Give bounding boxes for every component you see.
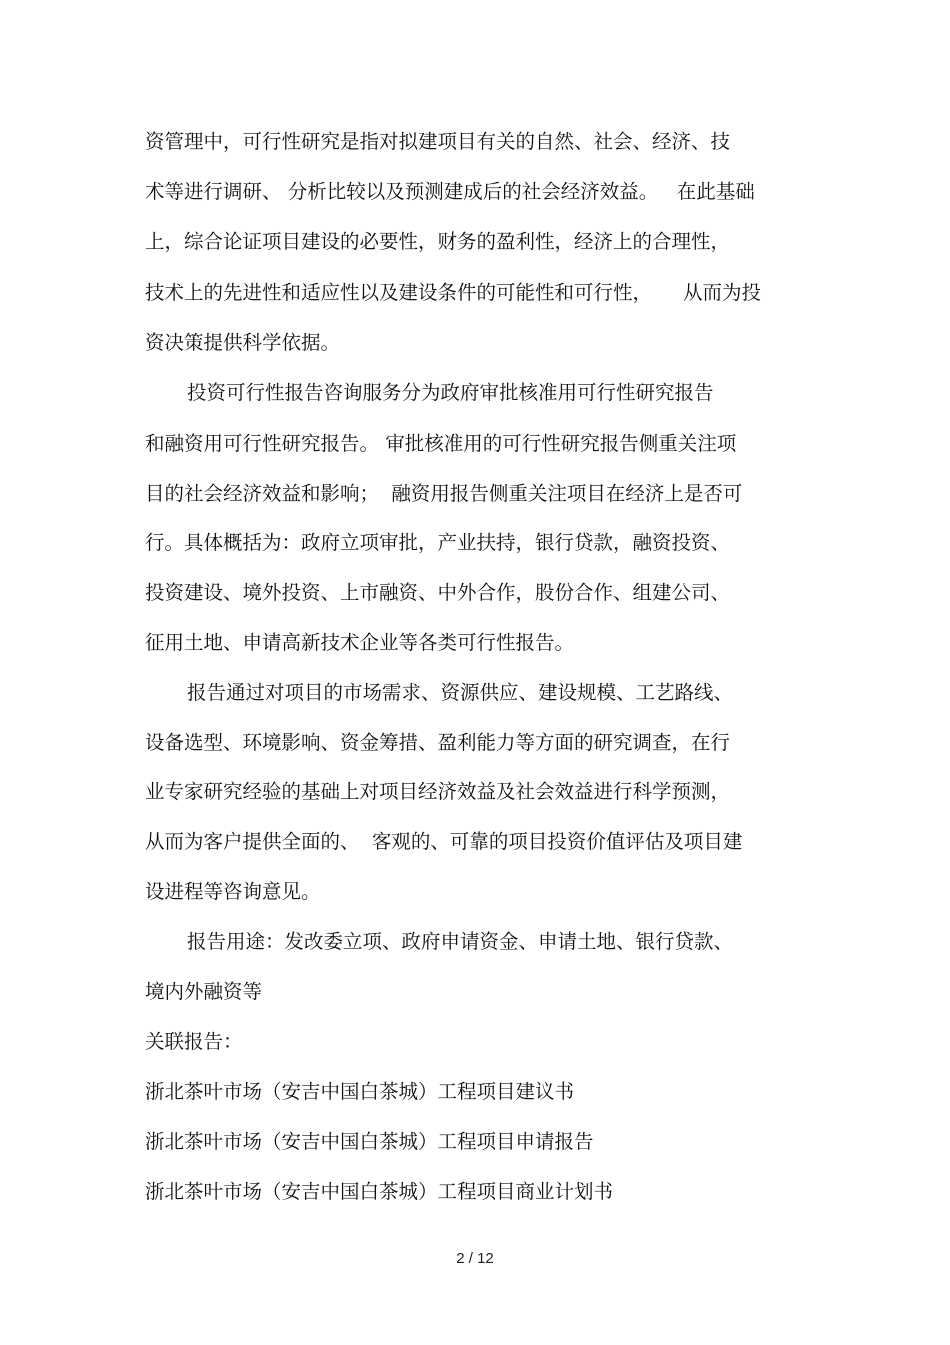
related-report-item: 浙北茶叶市场（安吉中国白茶城）工程项目建议书	[145, 1080, 575, 1103]
paragraph-line: 设备选型、环境影响、资金筹措、盈利能力等方面的研究调查，在行	[145, 731, 731, 754]
paragraph-line: 目的社会经济效益和影响； 融资用报告侧重关注项目在经济上是否可	[145, 482, 743, 505]
paragraph-line: 业专家研究经验的基础上对项目经济效益及社会效益进行科学预测，	[145, 780, 731, 803]
paragraph-line: 境内外融资等	[145, 980, 263, 1003]
paragraph-line: 设进程等咨询意见。	[145, 880, 321, 903]
paragraph-line: 技术上的先进性和适应性以及建设条件的可能性和可行性， 从而为投	[145, 281, 761, 304]
paragraph-line: 报告用途：发改委立项、政府申请资金、申请土地、银行贷款、	[187, 930, 734, 953]
paragraph-line: 资决策提供科学依据。	[145, 331, 341, 354]
paragraph-line: 投资可行性报告咨询服务分为政府审批核准用可行性研究报告	[187, 381, 714, 404]
paragraph-line: 和融资用可行性研究报告。 审批核准用的可行性研究报告侧重关注项	[145, 432, 737, 455]
paragraph-line: 从而为客户提供全面的、 客观的、可靠的项目投资价值评估及项目建	[145, 830, 743, 853]
paragraph-line: 资管理中，可行性研究是指对拟建项目有关的自然、社会、经济、技	[145, 130, 731, 153]
related-report-item: 浙北茶叶市场（安吉中国白茶城）工程项目商业计划书	[145, 1180, 614, 1203]
paragraph-line: 术等进行调研、 分析比较以及预测建成后的社会经济效益。 在此基础	[145, 180, 755, 203]
paragraph-line: 报告通过对项目的市场需求、资源供应、建设规模、工艺路线、	[187, 681, 734, 704]
related-report-item: 浙北茶叶市场（安吉中国白茶城）工程项目申请报告	[145, 1130, 594, 1153]
paragraph-line: 征用土地、申请高新技术企业等各类可行性报告。	[145, 631, 575, 654]
paragraph-line: 投资建设、境外投资、上市融资、中外合作，股份合作、组建公司、	[145, 581, 731, 604]
paragraph-line: 行。具体概括为：政府立项审批，产业扶持，银行贷款，融资投资、	[145, 531, 731, 554]
paragraph-line: 上，综合论证项目建设的必要性，财务的盈利性，经济上的合理性，	[145, 230, 731, 253]
related-reports-heading: 关联报告：	[145, 1030, 243, 1053]
page-indicator: 2 / 12	[456, 1250, 494, 1267]
